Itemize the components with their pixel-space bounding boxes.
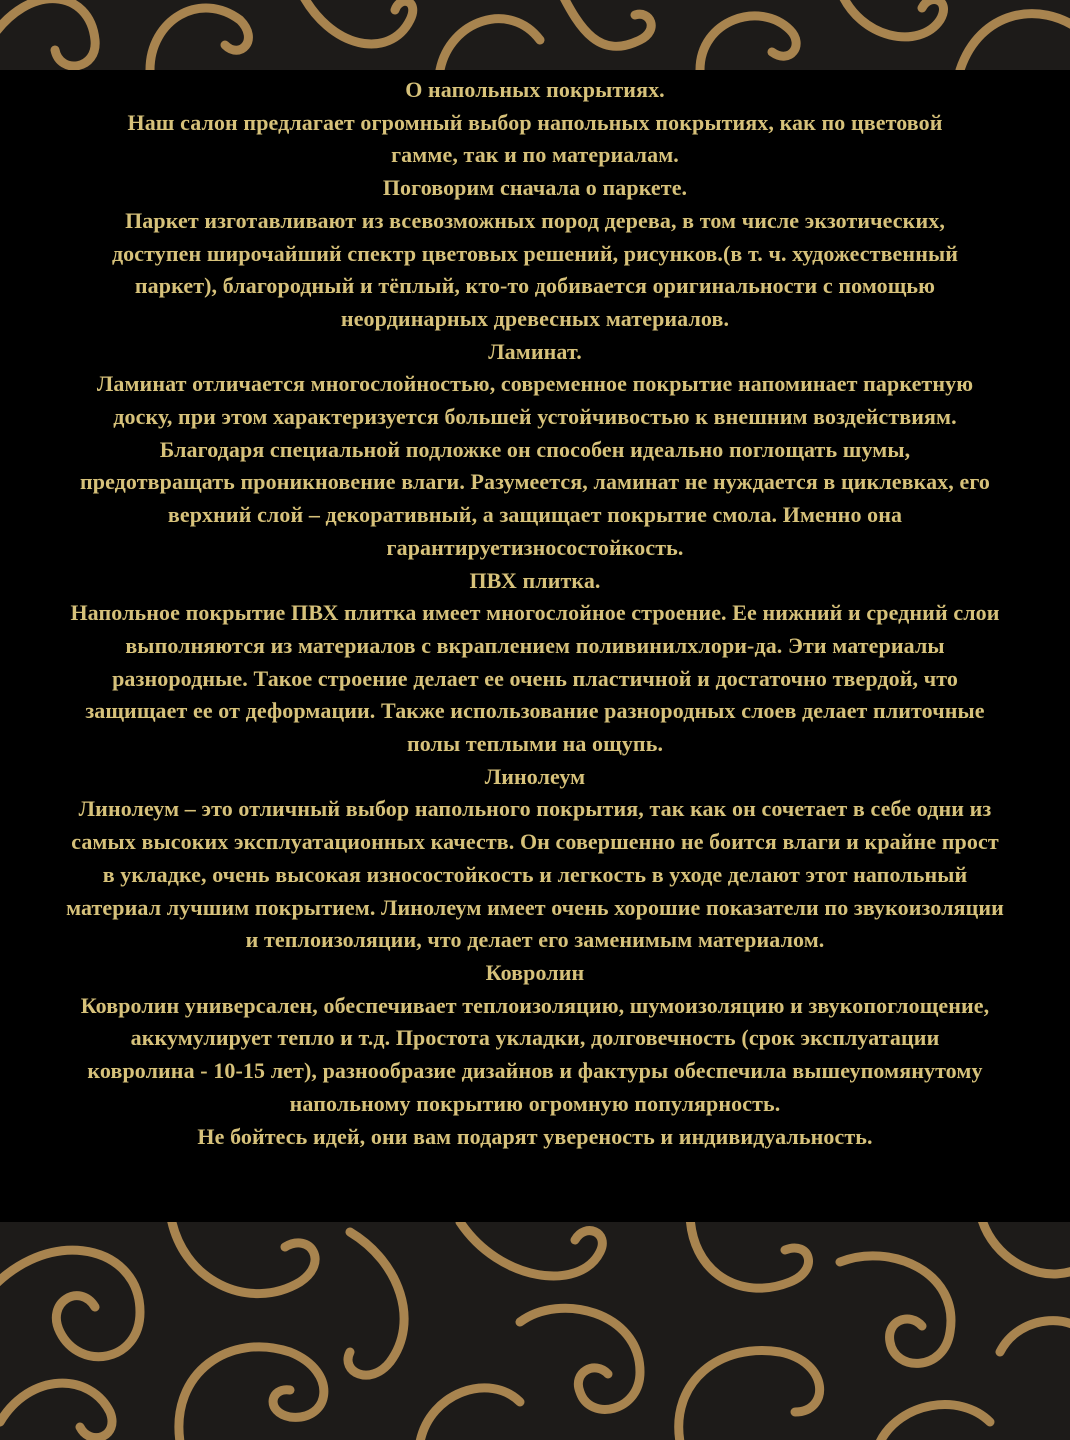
ornament-band-top <box>0 0 1070 70</box>
carpet-paragraph: Ковролин универсален, обеспечивает теплоизоляцию, шумоизоляцию и звукопоглощение, аккумулирует тепло и т.д. Простота укладки, долговечность (срок эксплуатации ковролина - 10-15 лет), разнообразие дизайнов и фактуры обеспечила вышеупомянутому напольному покрытию огромную популярность. <box>80 992 990 1116</box>
article-body <box>0 74 1070 1153</box>
article-title: О напольных покрытиях. <box>405 77 665 102</box>
laminate-heading: Ламинат. <box>488 338 582 364</box>
intro-paragraph: Наш салон предлагает огромный выбор напольных покрытиях, как по цветовой гамме, так и по материалам. <box>127 109 943 168</box>
closing-line: Не бойтесь идей, они вам подарят увереность и индивидуальность. <box>197 1123 873 1149</box>
carpet-heading: Ковролин <box>485 959 585 985</box>
ornament-band-bottom <box>0 1222 1070 1440</box>
linoleum-heading: Линолеум <box>484 763 586 789</box>
parquet-paragraph: Паркет изготавливают из всевозможных пород дерева, в том числе экзотических, доступен широчайший спектр цветовых решений, рисунков.(в т. ч. художественный паркет), благородный и тёплый, кто-то добивается оригинальности с помощью неординарных древесных материалов. <box>111 207 959 331</box>
pvc-paragraph: Напольное покрытие ПВХ плитка имеет многослойное строение. Ее нижний и средний слои выполняются из материалов с вкраплением поливинилхлори-да. Эти материалы разнородные. Такое строение делает ее очень пластичной и достаточно твердой, что защищает ее от деформации. Также использование разнородных слоев делает плиточные полы теплыми на ощупь. <box>70 600 1000 757</box>
text-panel <box>0 70 1070 1222</box>
pvc-heading: ПВХ плитка. <box>469 567 601 593</box>
linoleum-paragraph: Линолеум – это отличный выбор напольного покрытия, так как он сочетает в себе одни из самых высоких эксплуатационных качеств. Он совершенно не боится влаги и крайне прост в укладке, очень высокая износостойкость и легкость в уходе делают этот напольный материал лучшим покрытием. Линолеум имеет очень хорошие показатели по звукоизоляции и теплоизоляции, что делает его заменимым материалом. <box>66 796 1004 953</box>
laminate-paragraph: Ламинат отличается многослойностью, современное покрытие напоминает паркетную доску, при этом характеризуется большей устойчивостью к внешним воздействиям. Благодаря специальной подложке он способен идеально поглощать шумы, предотвращать проникновение влаги. Разумеется, ламинат не нуждается в циклевках, его верхний слой – декоративный, а защищает покрытие смола. Именно она гарантируетизносостойкость. <box>80 371 990 560</box>
swirl-pattern-icon <box>0 0 1070 70</box>
swirl-pattern-icon <box>0 1222 1070 1440</box>
parquet-lead: Поговорим сначала о паркете. <box>382 175 688 201</box>
